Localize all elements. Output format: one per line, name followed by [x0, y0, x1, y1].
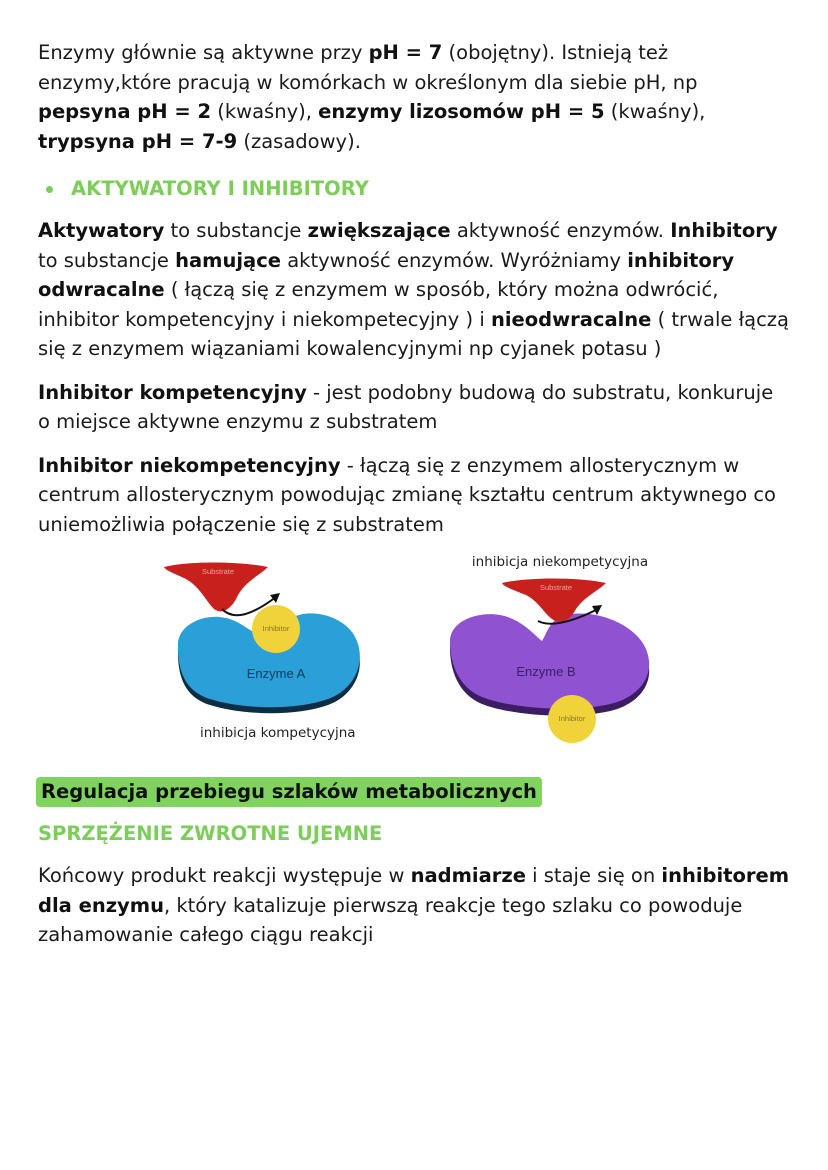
enzyme-illustration [38, 549, 790, 759]
bold-span: Inhibitor niekompetencyjny [38, 453, 341, 477]
text-span: , który katalizuje pierwszą reakcje tego szlaku co powoduje zahamowanie całego ciągu reakcji [38, 893, 743, 946]
text-span: aktywność enzymów. Wyróżniamy [281, 248, 628, 272]
bullet-heading-text: AKTYWATORY I INHIBITORY [71, 177, 369, 200]
inhibitor-b-label: Inhibitor [558, 714, 586, 723]
bold-span: hamujące [175, 248, 281, 272]
section-title: Regulacja przebiegu szlaków metabolicznych [36, 777, 542, 807]
substrate-a-label: Substrate [201, 567, 235, 576]
competitive-inhibition-diagram [164, 563, 360, 714]
enzyme-a-label: Enzyme A [246, 666, 306, 681]
paragraph-ph [38, 38, 790, 156]
substrate-b-label: Substrate [539, 583, 573, 592]
text-span: ( trwale łączą się z enzymem wiązaniami kowalencyjnymi np cyjanek potasu ) [38, 307, 789, 360]
text-span: (kwaśny), [604, 100, 706, 123]
bold-span: zwiększające [307, 219, 451, 242]
bold-span: inhibitory odwracalne [38, 248, 735, 301]
enzyme-b-body [450, 613, 649, 708]
bold-span: enzymy lizosomów pH = 5 [318, 100, 605, 123]
sub-heading: SPRZĘŻENIE ZWROTNE UJEMNE [38, 822, 383, 845]
text-span: ( łączą się z enzymem w sposób, który można odwrócić, inhibitor kompetencyjny i niekompetecyjny ) i [38, 278, 719, 331]
bold-span: Inhibitor kompetencyjny [38, 380, 307, 404]
paragraph-feedback [38, 861, 790, 950]
text-span: aktywność enzymów. [450, 219, 671, 242]
text-span: Enzymy głównie są aktywne przy [38, 41, 369, 64]
text-span: to substancje [164, 219, 308, 242]
competitive-caption: inhibicja kompetycyjna [200, 725, 356, 741]
bullet-heading [38, 176, 790, 202]
inhibitor-a-label: Inhibitor [262, 624, 290, 633]
paragraph-activators [38, 216, 790, 364]
noncompetitive-inhibition-diagram [450, 554, 649, 743]
text-span: - jest podobny budową do substratu, konkuruje o miejsce aktywne enzymu z substratem [38, 380, 774, 433]
paragraph-noncompetitive [38, 451, 790, 540]
bold-span: pepsyna pH = 2 [38, 100, 212, 123]
text-span: (zasadowy). [237, 129, 361, 153]
text-span: (kwaśny), [211, 100, 319, 123]
bold-span: Inhibitory [670, 219, 778, 242]
bold-span: Aktywatory [38, 219, 165, 242]
text-span: (obojętny). Istnieją też enzymy,które pracują w komórkach w określonym dla siebie pH, np [38, 41, 698, 94]
arrow-b-head-icon [592, 605, 602, 615]
bold-span: nieodwracalne [490, 307, 652, 331]
paragraph-competitive [38, 378, 790, 437]
text-span: i staje się on [525, 864, 662, 887]
bold-span: pH = 7 [368, 41, 443, 64]
document-page [38, 38, 790, 950]
bold-span: trypsyna pH = 7-9 [38, 129, 238, 153]
bold-span: inhibitorem dla enzymu [38, 864, 790, 917]
noncompetitive-title: inhibicja niekompetycyjna [471, 554, 649, 570]
enzyme-inhibition-figure [38, 549, 790, 759]
bold-span: nadmiarze [410, 864, 526, 887]
enzyme-b-label: Enzyme B [516, 664, 576, 679]
text-span: to substancje [38, 248, 176, 272]
text-span: Końcowy produkt reakcji występuje w [38, 864, 411, 887]
bullet-icon [46, 186, 53, 193]
text-span: - łączą się z enzymem allosterycznym w centrum allosterycznym powodując zmianę kształtu centrum aktywnego co uniemożliwia połączenie się z substratem [38, 453, 776, 536]
